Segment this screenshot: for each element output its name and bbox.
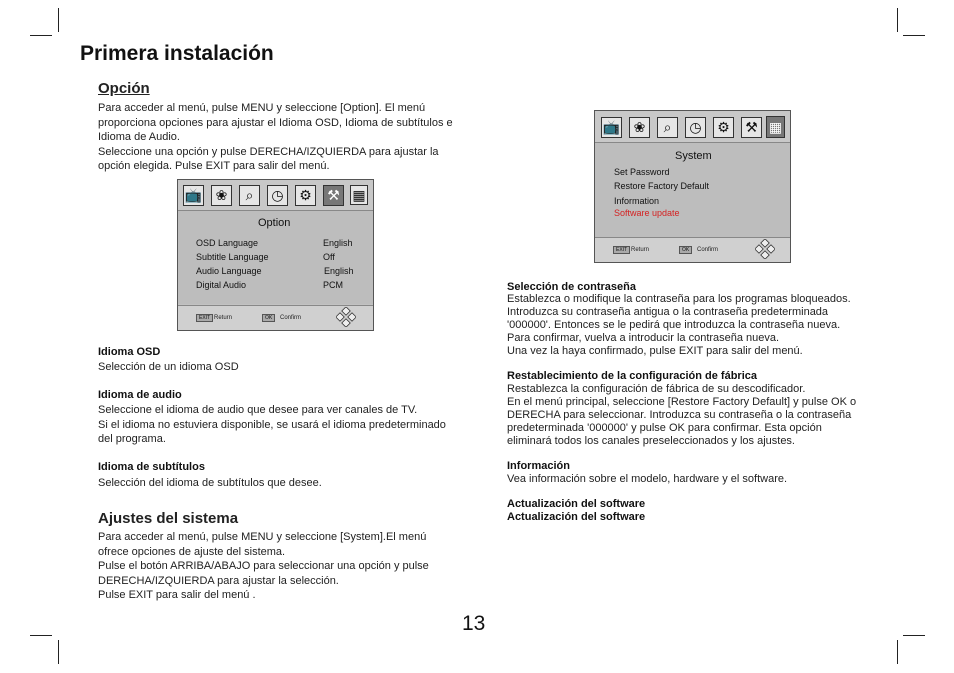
page-number: 13	[462, 612, 486, 635]
text-line: Si el idioma no estuviera disponible, se usará el idioma predeterminado	[98, 418, 446, 431]
text-line: Para acceder al menú, pulse MENU y seleccione [System].El menú	[98, 531, 427, 543]
menu-item-value: English	[324, 266, 354, 276]
menu-item-label: Subtitle Language	[196, 252, 269, 262]
text-line: '000000'. Entonces se le pedirá que introduzca la contraseña nueva.	[507, 319, 841, 331]
text-line: opción elegida. Pulse EXIT para salir del menú.	[98, 160, 330, 172]
dpad-icon	[755, 239, 775, 259]
menu-item-label: OSD Language	[196, 238, 259, 248]
text-line: Pulse el botón ARRIBA/ABAJO para seleccionar una opción y pulse	[98, 560, 429, 572]
menu-body	[178, 211, 373, 304]
system-icon: ▦	[766, 116, 785, 138]
return-label: Return	[214, 315, 233, 321]
clock-icon: ◷	[685, 117, 706, 138]
restore-text	[507, 383, 856, 448]
menu-footer	[178, 305, 373, 330]
text-line: Una vez la haya confirmado, pulse EXIT para salir del menú.	[507, 345, 803, 357]
text-line: Introduzca su contraseña antigua o la contraseña predeterminada	[507, 306, 829, 318]
text-line: Idioma de Audio.	[98, 131, 180, 143]
osd-language-heading: Idioma OSD	[98, 346, 161, 358]
menu-item-value: PCM	[323, 280, 343, 290]
restore-heading: Restablecimiento de la configuración de fábrica	[507, 370, 758, 382]
text-line: Restablezca la configuración de fábrica de su descodificador.	[507, 383, 806, 395]
tools-icon: ⚒	[741, 117, 762, 138]
audio-language-heading: Idioma de audio	[98, 389, 182, 401]
text-line: Seleccione una opción y pulse DERECHA/IZQUIERDA para ajustar la	[98, 145, 439, 158]
menu-item-information: Information	[614, 196, 660, 206]
crop-mark	[903, 635, 925, 636]
text-line: En el menú principal, seleccione [Restore Factory Default] y pulse OK o	[507, 396, 857, 408]
menu-item-label: Audio Language	[196, 266, 262, 276]
search-icon: ⌕	[239, 185, 260, 206]
page-title: Primera instalación	[80, 42, 274, 65]
text-line: predeterminada '000000' y pulse OK para confirmar. Esta opción	[507, 422, 822, 434]
info-heading: Información	[507, 460, 570, 472]
menu-item-value: Off	[323, 252, 335, 262]
password-text	[507, 293, 851, 358]
ok-key: OK	[262, 314, 275, 322]
film-reel-icon: ❀	[629, 117, 650, 138]
password-heading: Selección de contraseña	[507, 281, 636, 293]
crop-mark	[897, 8, 898, 32]
menu-icon-bar	[595, 111, 790, 143]
text-line: Para acceder al menú, pulse MENU y seleccione [Option]. El menú	[98, 102, 426, 114]
system-icon: ▦	[350, 185, 368, 205]
crop-mark	[30, 35, 52, 36]
clock-icon: ◷	[267, 185, 288, 206]
menu-footer	[595, 237, 790, 262]
text-line: Seleccione el idioma de audio que desee para ver canales de TV.	[98, 404, 418, 416]
system-menu-screenshot	[594, 110, 791, 263]
confirm-label: Confirm	[280, 315, 302, 321]
subtitle-language-text: Selección del idioma de subtítulos que desee.	[98, 477, 322, 489]
text-line: Pulse EXIT para salir del menú .	[98, 589, 256, 601]
exit-key: EXIT	[196, 314, 213, 322]
text-line: proporciona opciones para ajustar el Idioma OSD, Idioma de subtítulos e	[98, 116, 453, 129]
menu-item-restore-factory: Restore Factory Default	[614, 181, 710, 191]
crop-mark	[58, 640, 59, 664]
dpad-icon	[336, 307, 356, 327]
exit-key: EXIT	[613, 246, 630, 254]
gear-icon: ⚙	[713, 117, 734, 138]
menu-title: Option	[258, 217, 291, 229]
film-reel-icon: ❀	[211, 185, 232, 206]
menu-item-software-update: Software update	[614, 208, 680, 218]
tv-icon: 📺	[183, 185, 204, 206]
audio-language-text	[98, 403, 446, 447]
update-heading: Actualización del software	[507, 498, 646, 510]
system-heading: Ajustes del sistema	[98, 510, 239, 527]
crop-mark	[30, 635, 52, 636]
subtitle-language-heading: Idioma de subtítulos	[98, 461, 205, 473]
confirm-label: Confirm	[697, 247, 719, 253]
menu-item-label: Digital Audio	[196, 280, 247, 290]
text-line: DERECHA para seleccionar. Introduzca su contraseña o la contraseña	[507, 409, 852, 421]
return-label: Return	[631, 247, 650, 253]
tv-icon: 📺	[601, 117, 622, 138]
menu-body	[595, 143, 790, 237]
text-line: ofrece opciones de ajuste del sistema.	[98, 545, 286, 558]
info-text: Vea información sobre el modelo, hardware y el software.	[507, 473, 788, 485]
update-heading-repeat: Actualización del software	[507, 511, 646, 523]
ok-key: OK	[679, 246, 692, 254]
text-line: eliminará todos los canales preseleccionados y los ajustes.	[507, 435, 795, 447]
menu-item-set-password: Set Password	[614, 167, 670, 177]
menu-item-value: English	[323, 238, 353, 248]
option-intro	[98, 101, 453, 174]
gear-icon: ⚙	[295, 185, 316, 206]
option-heading: Opción	[98, 80, 150, 97]
text-line: Establezca o modifique la contraseña para los programas bloqueados.	[507, 293, 851, 305]
crop-mark	[897, 640, 898, 664]
text-line: del programa.	[98, 433, 166, 445]
crop-mark	[903, 35, 925, 36]
search-icon: ⌕	[657, 117, 678, 138]
system-intro	[98, 530, 429, 603]
text-line: DERECHA/IZQUIERDA para ajustar la selección.	[98, 574, 339, 587]
osd-language-text: Selección de un idioma OSD	[98, 361, 239, 373]
menu-title: System	[675, 150, 712, 162]
tools-icon: ⚒	[323, 185, 344, 206]
option-menu-screenshot	[177, 179, 374, 331]
crop-mark	[58, 8, 59, 32]
text-line: Para confirmar, vuelva a introducir la contraseña nueva.	[507, 332, 780, 344]
menu-icon-bar	[178, 180, 373, 211]
